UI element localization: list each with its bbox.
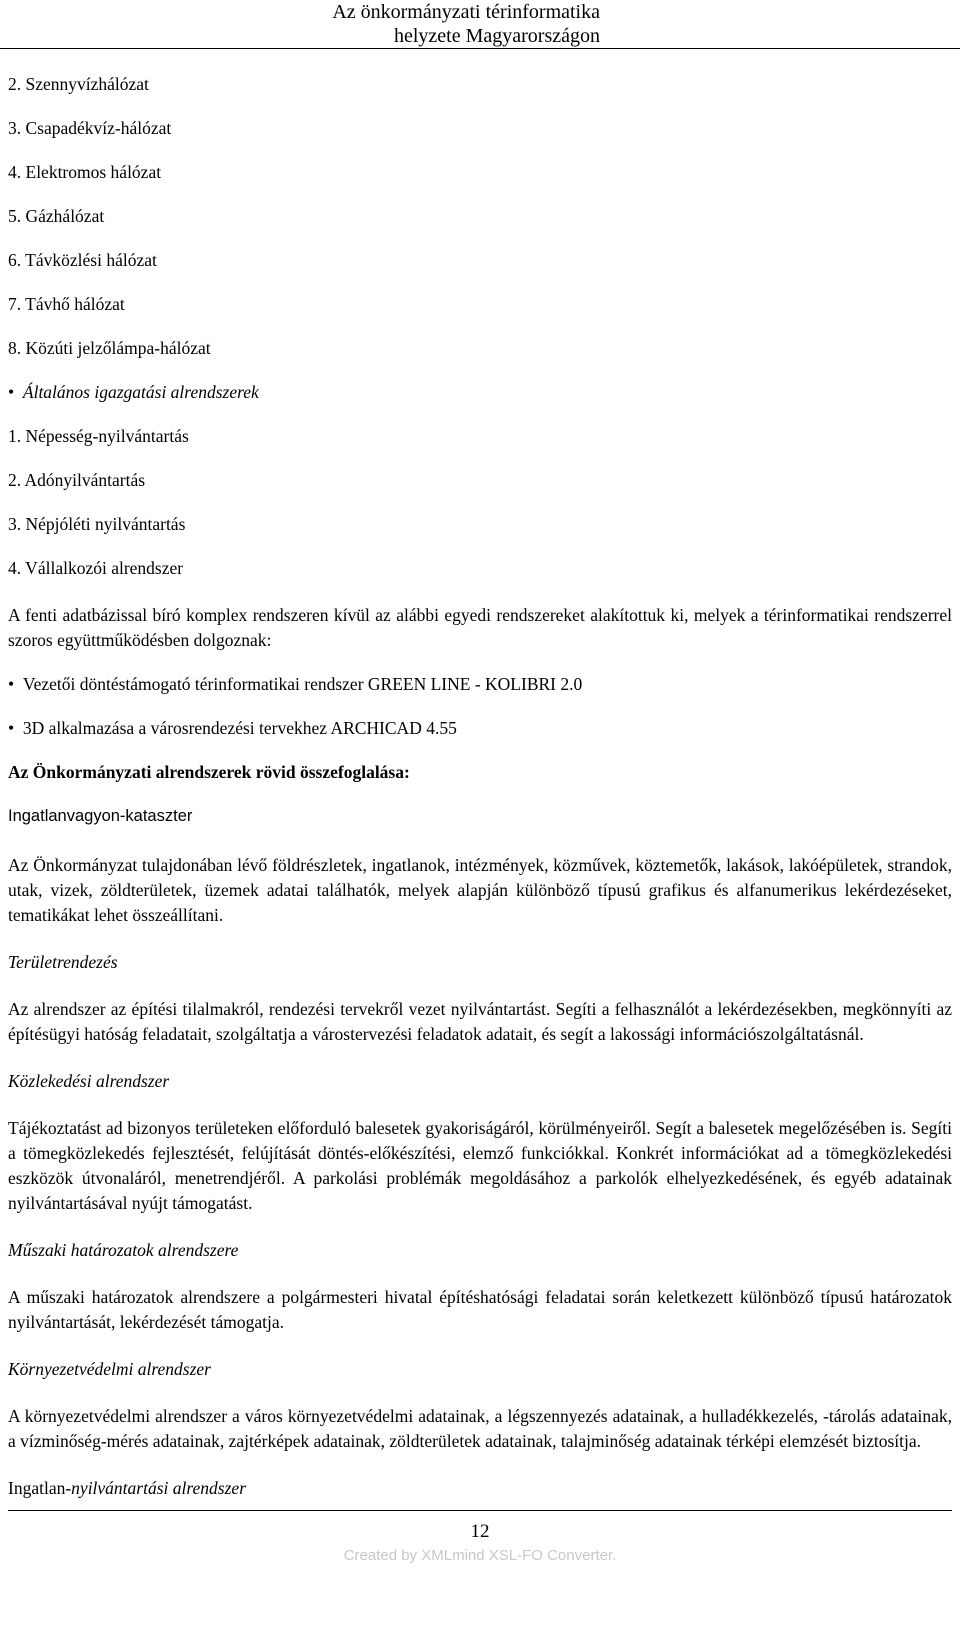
list-item: 3. Népjóléti nyilvántartás [8, 514, 186, 534]
summary-heading: Az Önkormányzati alrendszerek rövid összefoglalása: [8, 762, 410, 782]
list-item: 4. Vállalkozói alrendszer [8, 558, 184, 578]
list-item: 1. Népesség-nyilvántartás [8, 426, 189, 446]
special-system-text: Vezetői döntéstámogató térinformatikai rendszer GREEN LINE - KOLIBRI 2.0 [22, 674, 583, 694]
general-admin-heading [8, 380, 952, 405]
document-body [8, 72, 952, 1501]
section-body-transport: Tájékoztatást ad bizonyos területeken előforduló balesetek gyakoriságáról, körülményeiről. Segít a balesetek megelőzésében is. Segíti a tömegközlekedés fejlesztését, felújítását döntés-előkészítési, elemző funkciókkal. Konkrét információkat ad a tömegközlekedési eszközök útvonaláról, menetrendjéről. A parkolási problémák megoldásához a parkolók elhelyezkedésének, és egyéb adatainak nyilvántartásával nyújt támogatást. [8, 1118, 952, 1213]
section-body-zoning: Az alrendszer az építési tilalmakról, rendezési tervekről vezet nyilvántartást. Segíti a felhasználót a lekérdezésekben, megkönnyíti az építésügyi hatóság feladatait, szolgáltatja a várostervezési feladatok adatait, és segít a lakossági információszolgáltatásnál. [8, 999, 952, 1044]
special-system-item [8, 716, 952, 741]
page-header [0, 0, 960, 49]
section-body-property-cadastre: Az Önkormányzat tulajdonában lévő földrészletek, ingatlanok, intézmények, közművek, köztemetők, lakások, lakóépületek, strandok, utak, vizek, zöldterületek, üzemek adatai találhatók, melyek alapján különböző típusú grafikus és alfanumerikus lekérdezéseket, tematikákat lehet összeállítani. [8, 855, 952, 925]
section-title-part-1: Ingatlan- [8, 1478, 72, 1498]
list-item: 6. Távközlési hálózat [8, 250, 157, 270]
section-title-zoning: Területrendezés [8, 952, 118, 972]
page-number: 12 [470, 1521, 490, 1542]
list-item: 2. Szennyvízhálózat [8, 74, 149, 94]
section-title-environment: Környezetvédelmi alrendszer [8, 1359, 211, 1379]
list-item: 4. Elektromos hálózat [8, 162, 162, 182]
bullet: • [8, 382, 15, 402]
list-item: 7. Távhő hálózat [8, 294, 125, 314]
section-title-technical-decisions: Műszaki határozatok alrendszere [8, 1240, 239, 1260]
bullet: • [8, 674, 15, 694]
header-title-line-2: helyzete Magyarországon [393, 25, 600, 47]
section-title-property-cadastre: Ingatlanvagyon-kataszter [8, 807, 193, 825]
list-item: 5. Gázhálózat [8, 206, 105, 226]
bullet: • [8, 718, 15, 738]
section-title-real-estate-registry [8, 1476, 952, 1501]
converter-credit: Created by XMLmind XSL-FO Converter. [343, 1547, 617, 1564]
special-system-text: 3D alkalmazása a városrendezési tervekhez ARCHICAD 4.55 [22, 718, 457, 738]
list-item: 8. Közúti jelzőlámpa-hálózat [8, 338, 211, 358]
list-item: 2. Adónyilvántartás [8, 470, 146, 490]
intro-paragraph: A fenti adatbázissal bíró komplex rendszeren kívül az alábbi egyedi rendszereket alakítottuk ki, melyek a térinformatikai rendszerrel szoros együttműködésben dolgoznak: [8, 605, 952, 650]
special-system-item [8, 672, 952, 697]
section-body-technical-decisions: A műszaki határozatok alrendszere a polgármesteri hivatal építéshatósági feladatai során keletkezett különböző típusú határozatok nyilvántartását, lekérdezését támogatja. [8, 1287, 952, 1332]
section-body-environment: A környezetvédelmi alrendszer a város környezetvédelmi adatainak, a légszennyezés adatainak, a hulladékkezelés, -tárolás adatainak, a vízminőség-mérés adatainak, zajtérképek adatainak, zöldterületek adatainak, talajminőség adatainak térképi elemzését biztosítja. [8, 1406, 952, 1451]
section-title-part-2: nyilvántartási alrendszer [71, 1478, 247, 1498]
section-title-transport: Közlekedési alrendszer [8, 1071, 170, 1091]
list-item: 3. Csapadékvíz-hálózat [8, 118, 172, 138]
header-title-line-1: Az önkormányzati térinformatika [332, 1, 600, 23]
page-footer [8, 1510, 952, 1564]
general-admin-heading-text: Általános igazgatási alrendszerek [22, 382, 259, 402]
